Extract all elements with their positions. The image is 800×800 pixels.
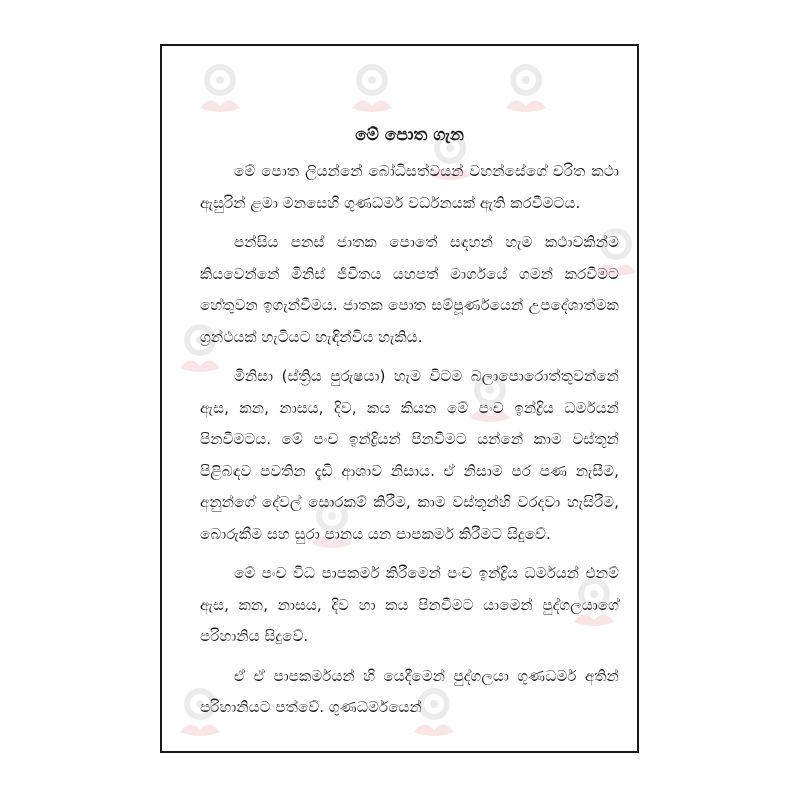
paragraph: පන්සිය පනස් ජාතක පොතේ සඳහන් හැම කථාවකින්ම කියවෙන්නේ මිනිස් ජීවිතය යහපත් මාර්ගයේ ගමන් කරවීමට හේතුවන ඉගැන්වීමය. ජාතක පොත සම්පූර්ණයෙන් උපදේශාත්මක ග්‍රන්ථයක් හැටියට හැඳින්විය හැකිය. [200,233,619,346]
page-content [200,118,619,732]
watermark-dharma-wheel-lotus-icon [190,58,250,118]
paragraph: මේ පංච විධ පාපකර්ම කිරීමෙන් පංච ඉන්ද්‍රිය ධර්මයන් එනම් ඇස, කන, නාසය, දිව හා කය පිනවීමට යාමෙන් පුද්ගලයාගේ පරිහානිය සිදුවේ. [200,564,619,645]
page-title: මේ පොත ගැන [355,125,464,145]
paragraph: ඒ ඒ පාපකර්මයන් හි යෙදීමෙන් පුද්ගලයා ගුණධර්ම අතින් පරිහානියට පත්වේ. ගුණධර්මයෙන් [200,666,619,716]
watermark-dharma-wheel-lotus-icon [496,58,556,118]
paragraph: මිනිසා (ස්ත්‍රිය පුරුෂයා) හැම විටම බලාපොරොත්තුවන්නේ ඇස, කන, නාසය, දිව, කය කියන මේ පංච ඉන්ද්‍රිය ධර්මයන් පිනවීමටය. මේ පංච ඉන්ද්‍රියන් පිනවීමට යන්නේ කාම වස්තූන් පිළිබඳව පවතින දැඩි ආශාව නිසාය. ඒ නිසාම පර පණ නැසීම, අනුන්ගේ දේවල් සොරකම් කිරීම, කාම වස්තූන්හි වරදවා හැසිරීම, බොරුකීම සහ සුරා පානය යන පාපකර්ම කිරීමට සිදුවේ. [200,367,619,543]
watermark-dharma-wheel-lotus-icon [342,58,402,118]
paragraph: මේ පොත ලියන්නේ බෝධිසත්වයන් වහන්සේගේ චරිත කථා ඇසුරින් ළමා මනසෙහි ගුණධර්ම වර්ධනයක් ඇති කරවීමටය. [200,162,619,212]
book-page [160,44,639,753]
